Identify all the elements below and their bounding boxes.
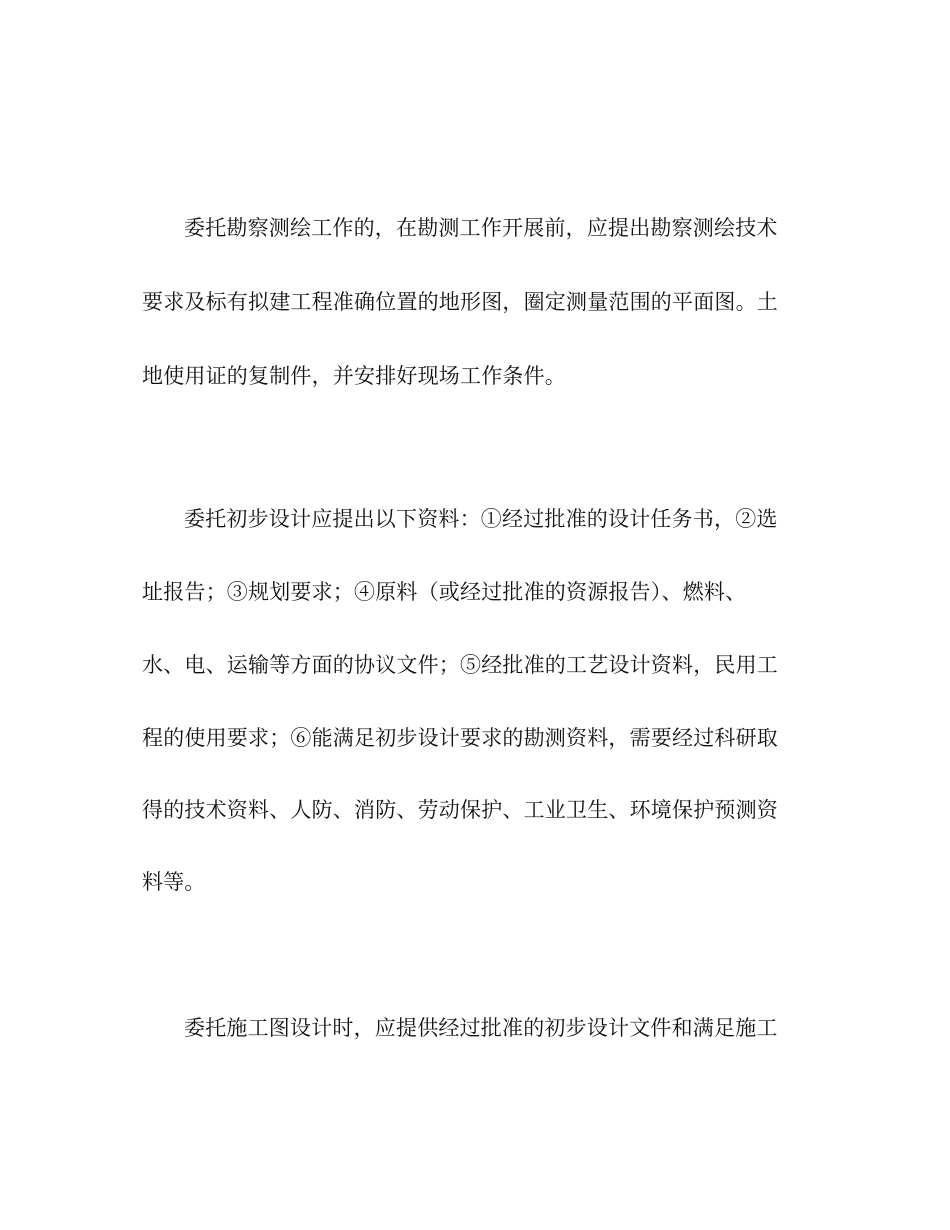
text-line: 得的技术资料、人防、消防、劳动保护、工业卫生、环境保护预测资	[142, 798, 778, 822]
text-line: 委托施工图设计时，应提供经过批准的初步设计文件和满足施工	[184, 1016, 778, 1040]
text-line: 委托初步设计应提出以下资料：①经过批准的设计任务书，②选	[184, 507, 778, 531]
text-line: 程的使用要求；⑥能满足初步设计要求的勘测资料，需要经过科研取	[142, 726, 778, 750]
text-line: 要求及标有拟建工程准确位置的地形图，圈定测量范围的平面图。土	[142, 290, 778, 314]
text-line: 地使用证的复制件，并安排好现场工作条件。	[142, 364, 566, 388]
text-line: 址报告；③规划要求；④原料（或经过批准的资源报告）、燃料、	[142, 580, 747, 604]
text-line: 水、电、运输等方面的协议文件；⑤经批准的工艺设计资料，民用工	[142, 653, 778, 677]
text-line: 委托勘察测绘工作的，在勘测工作开展前，应提出勘察测绘技术	[184, 216, 778, 240]
text-line: 料等。	[142, 870, 206, 894]
